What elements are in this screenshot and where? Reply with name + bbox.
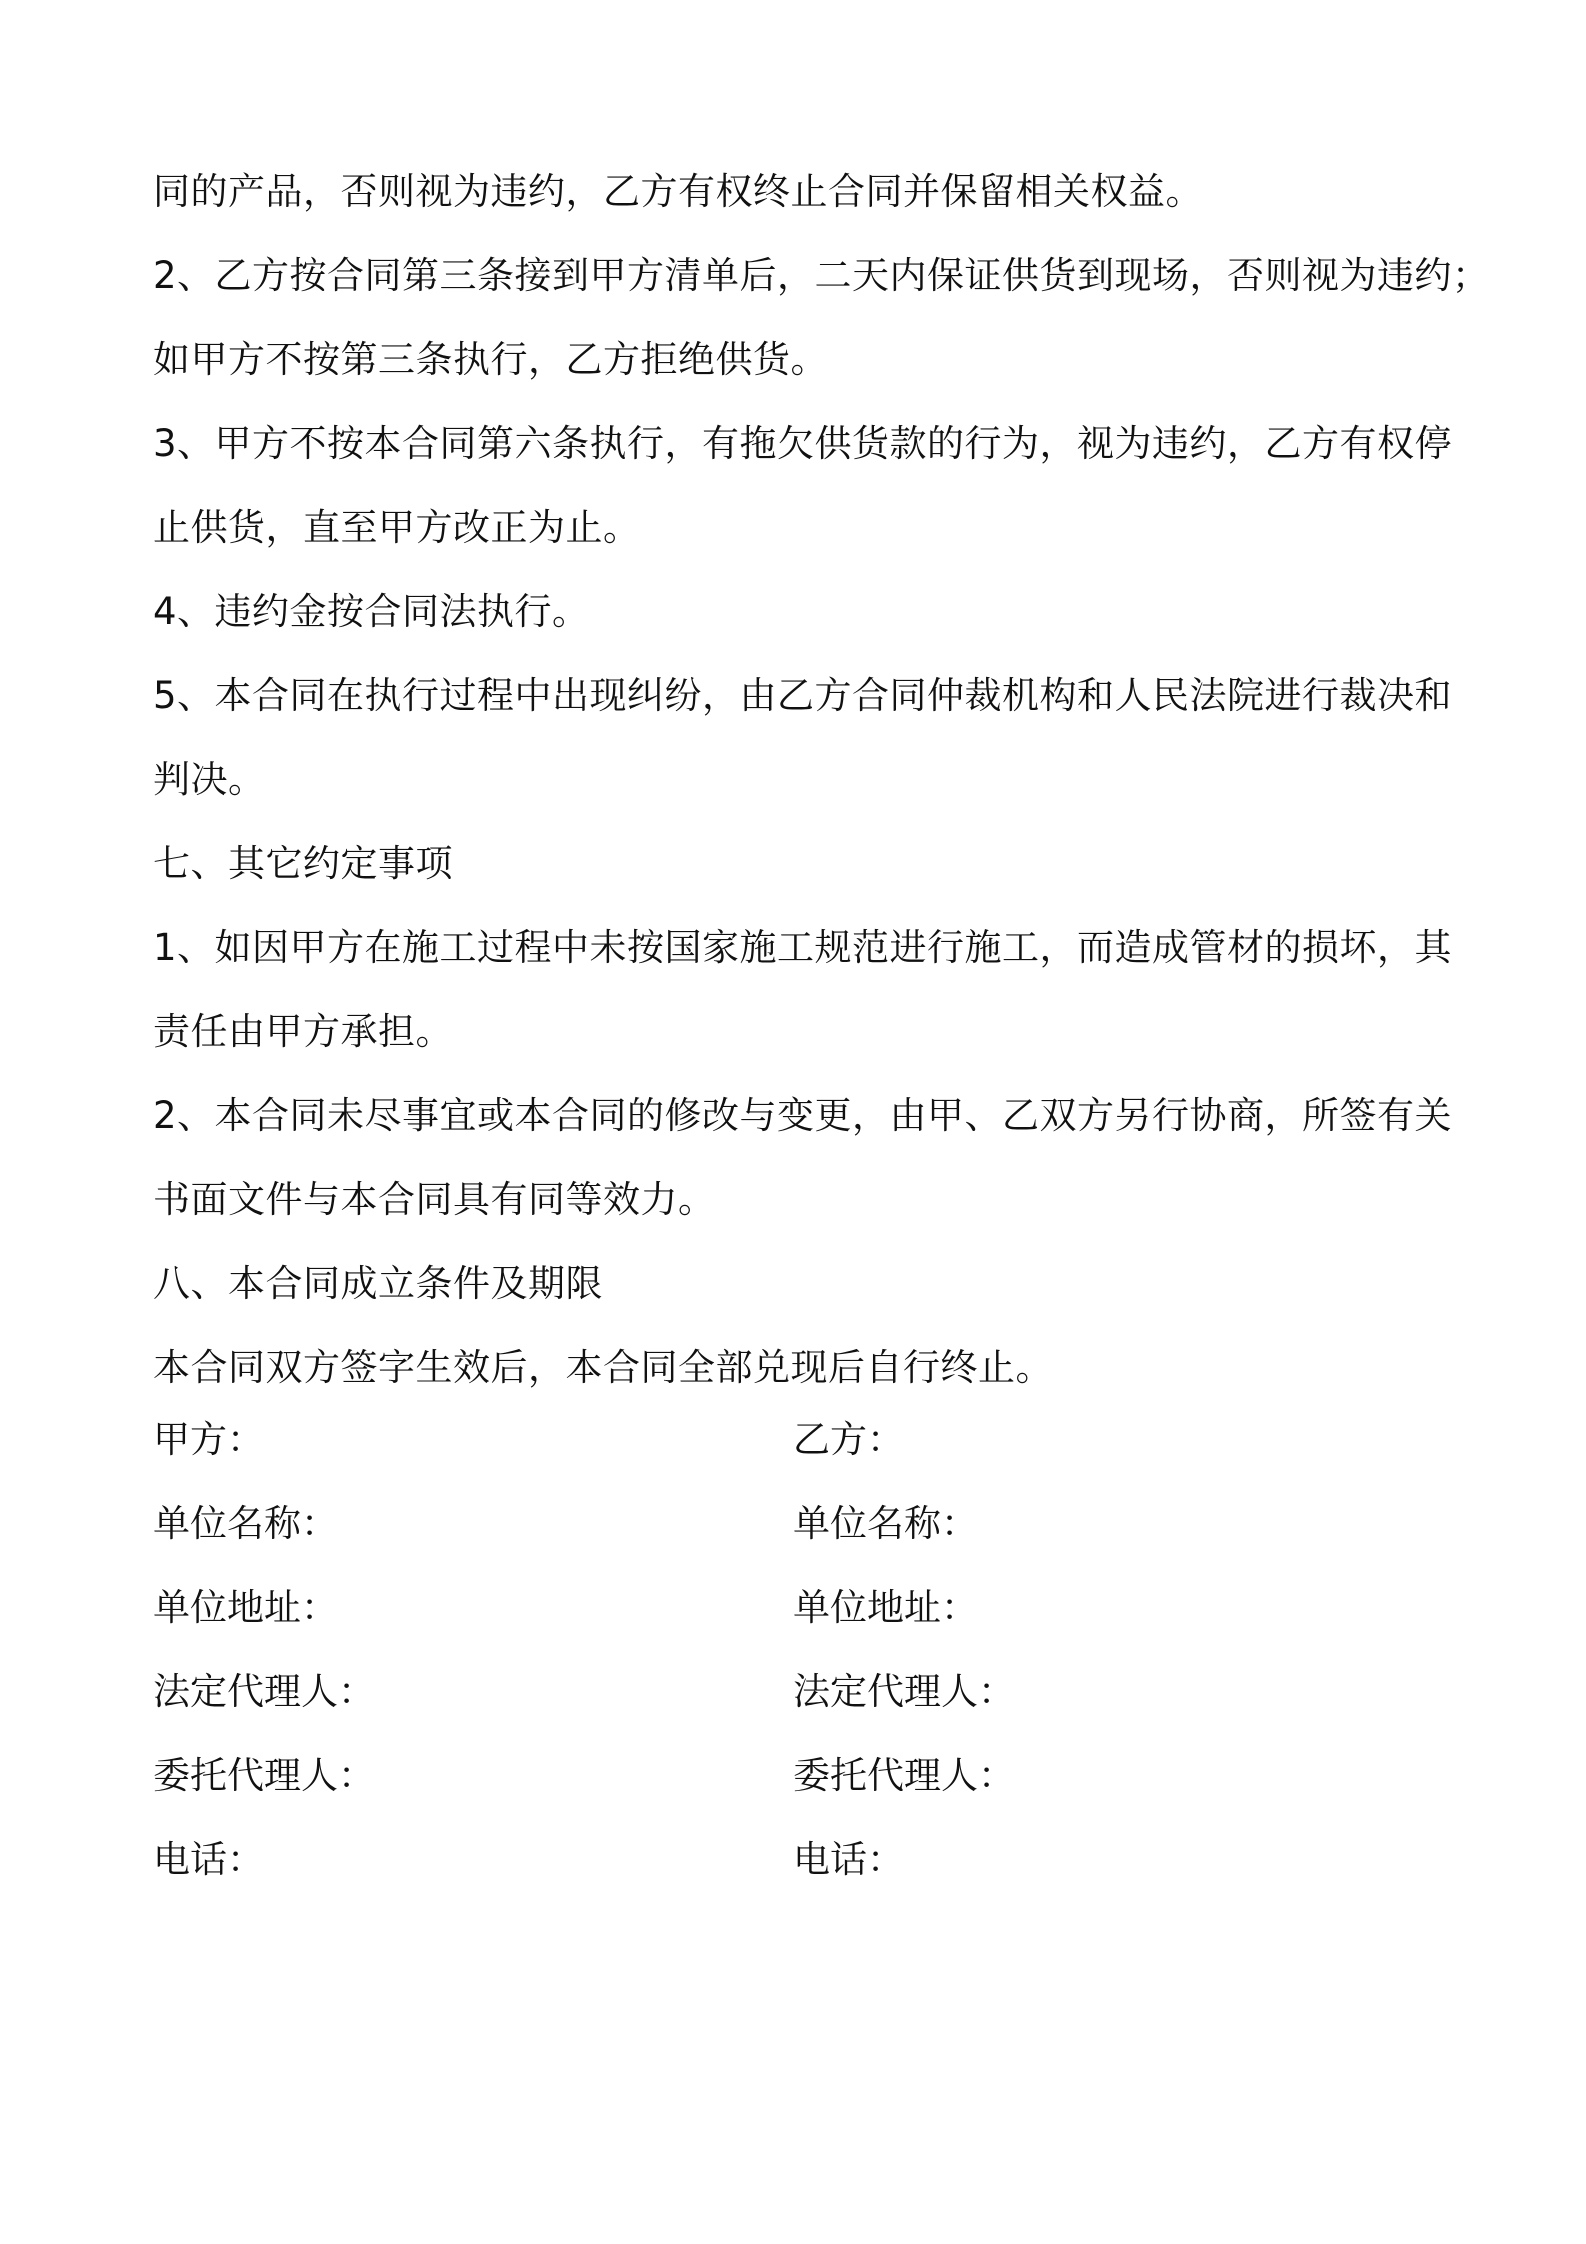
party-a-phone: 电话： xyxy=(153,1838,264,1881)
party-b-legal-agent: 法定代理人： xyxy=(793,1670,1015,1713)
body-line: 本合同双方签字生效后，本合同全部兑现后自行终止。 xyxy=(153,1346,1053,1389)
party-b-unit-name: 单位名称： xyxy=(793,1502,978,1545)
signature-row-unit-name xyxy=(153,1482,1453,1566)
signature-row-unit-address xyxy=(153,1566,1453,1650)
signature-row-legal-agent xyxy=(153,1650,1453,1734)
party-b-unit-address: 单位地址： xyxy=(793,1586,978,1629)
signature-row-party xyxy=(153,1398,1453,1482)
body-line: 止供货，直至甲方改正为止。 xyxy=(153,506,641,549)
signature-row-phone xyxy=(153,1818,1453,1902)
party-a-entrusted-agent: 委托代理人： xyxy=(153,1754,375,1797)
body-line: 4、违约金按合同法执行。 xyxy=(153,590,590,633)
signature-row-entrusted-agent xyxy=(153,1734,1453,1818)
body-line: 如甲方不按第三条执行，乙方拒绝供货。 xyxy=(153,338,828,381)
body-line: 1、如因甲方在施工过程中未按国家施工规范进行施工，而造成管材的损坏，其 xyxy=(153,926,1453,969)
body-line: 2、本合同未尽事宜或本合同的修改与变更，由甲、乙双方另行协商，所签有关 xyxy=(153,1094,1453,1137)
party-a-unit-address: 单位地址： xyxy=(153,1586,338,1629)
party-b-phone: 电话： xyxy=(793,1838,904,1881)
section-heading: 七、其它约定事项 xyxy=(153,842,453,885)
section-heading: 八、本合同成立条件及期限 xyxy=(153,1262,603,1305)
body-line: 5、本合同在执行过程中出现纠纷，由乙方合同仲裁机构和人民法院进行裁决和 xyxy=(153,674,1453,717)
party-a-unit-name: 单位名称： xyxy=(153,1502,338,1545)
party-a-title: 甲方： xyxy=(153,1418,264,1461)
party-a-legal-agent: 法定代理人： xyxy=(153,1670,375,1713)
body-line: 书面文件与本合同具有同等效力。 xyxy=(153,1178,716,1221)
body-line: 同的产品，否则视为违约，乙方有权终止合同并保留相关权益。 xyxy=(153,170,1203,213)
signature-block xyxy=(153,1398,1453,1902)
body-line: 责任由甲方承担。 xyxy=(153,1010,453,1053)
party-b-title: 乙方： xyxy=(793,1418,904,1461)
body-line: 判决。 xyxy=(153,758,266,801)
body-line: 2、乙方按合同第三条接到甲方清单后，二天内保证供货到现场，否则视为违约； xyxy=(153,254,1490,297)
party-b-entrusted-agent: 委托代理人： xyxy=(793,1754,1015,1797)
contract-body xyxy=(153,150,1490,1410)
body-line: 3、甲方不按本合同第六条执行，有拖欠供货款的行为，视为违约，乙方有权停 xyxy=(153,422,1453,465)
